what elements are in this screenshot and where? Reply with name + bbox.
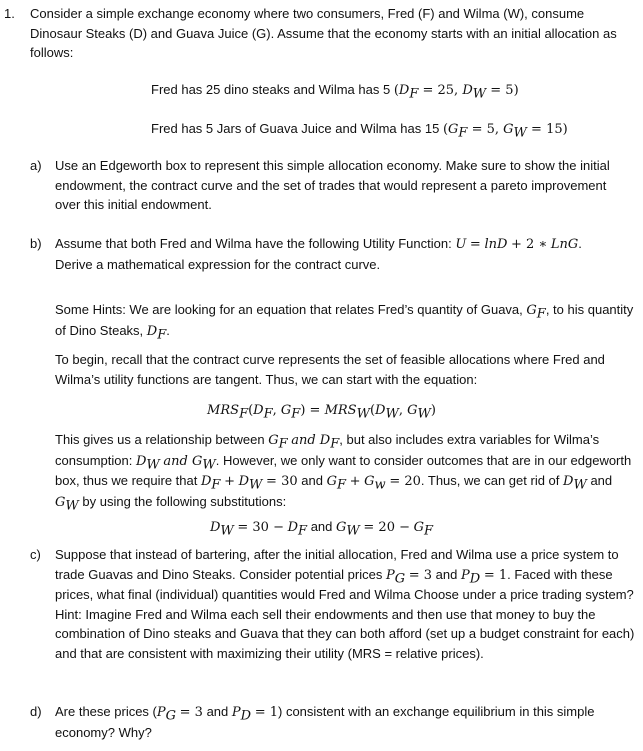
hint-intro-text-a: Some Hints: We are looking for an equation that relates Fred’s quantity of Guava,: [55, 302, 523, 317]
allocation-steaks-text: Fred has 25 dino steaks and Wilma has 5: [151, 82, 391, 97]
part-d-text-a: Are these prices (: [55, 704, 157, 719]
hint-sub-text-b: , but also includes extra variables for Wilma’s consumption:: [55, 432, 600, 468]
allocation-steaks-math: ($D_F = 25$, $D_W = 5$): [393, 83, 519, 102]
hint-substitution: This gives us a relationship between $G_F$ and $D_F$, but also includes extra variables for Wilma’s consumption: $D_W$ and $G_W$. However, we only want to consider outcomes that are in our edgeworth box, thus we require that $D_F + D_W = 30$ and $G_F + G_w = 20$. Thus, we can get rid of $D_W$ and $G_W$ by using the following substitutions:: [55, 432, 632, 514]
hint-sub-text-e: . Thus, we can get rid of: [420, 473, 560, 488]
part-b-text: Assume that both Fred and Wilma have the following Utility Function: U = lnD + 2 ∗ LnG. Derive a mathematical expression for the contract curve.: [55, 236, 582, 272]
allocation-guava-text: Fred has 5 Jars of Guava Juice and Wilma has 15: [151, 121, 440, 136]
hint-sub-text-g: by using the following substitutions:: [82, 493, 287, 509]
question-intro: Consider a simple exchange economy where two consumers, Fred (F) and Wilma (W), consume Dinosaur Steaks (D) and Guava Juice (G). Assume that the economy starts with an initial allocation as follows:: [30, 6, 617, 60]
hint-intro: Some Hints: We are looking for an equation that relates Fred’s quantity of Guava, $G_F$, to his quantity of Dino Steaks, $D_F$.: [55, 302, 634, 343]
part-a-label: a): [30, 158, 42, 173]
part-b-label: b): [30, 236, 42, 251]
question-number: 1.: [4, 6, 15, 21]
mrs-equation: $MRS_F(D_F$, $G_F) = MRS_W(D_W$, $G_W$): [207, 403, 436, 422]
part-c-text: Suppose that instead of bartering, after the initial allocation, Fred and Wilma use a price system to trade Guavas and Dino Steaks. Consider potential prices $P_G = 3$ and $P_D = 1$. Faced with these prices, what final (individual) quantities would Fred and Wilma Choose under a price trading system? Hint: Imagine Fred and Wilma each sell their endowments and then use that money to buy the combination of Dino steaks and Guava that they can both afford (set up a budget constraint for each) and that are consistent with maximizing their utility (MRS = relative prices).: [55, 547, 635, 661]
part-b-line1: Assume that both Fred and Wilma have the following Utility Function:: [55, 236, 452, 251]
part-c-text-b: and: [435, 566, 458, 582]
hint-tangency: To begin, recall that the contract curve represents the set of feasible allocations where Fred and Wilma’s utility functions are tangent. Thus, we can start with the equation:: [55, 352, 605, 387]
part-d-text: Are these prices ($P_G = 3$ and $P_D = 1$) consistent with an exchange equilibrium in this simple economy? Why?: [55, 704, 595, 740]
part-c-text-a: Suppose that instead of bartering, after the initial allocation, Fred and Wilma use a price system to trade Guavas and Dino Steaks. Consider potential prices: [55, 547, 619, 582]
hint-sub-text-f: and: [590, 473, 613, 488]
hint-sub-text-c: . However, we only want to consider outcomes that are in our edgeworth box, thus we require that: [55, 452, 632, 488]
substitution-and: and: [310, 519, 333, 534]
part-d-text-b: and: [206, 704, 229, 719]
part-d-text-c: ) consistent with an exchange equilibrium in this simple economy? Why?: [55, 704, 595, 740]
utility-function: U: [455, 237, 467, 252]
hint-sub-text-a: This gives us a relationship between: [55, 432, 265, 447]
part-a-text: Use an Edgeworth box to represent this simple allocation economy. Make sure to show the initial endowment, the contract curve and the set of trades that would represent a pareto improvement over this initial endowment.: [55, 158, 610, 212]
allocation-guava-math: ($G_F = 5$, $G_W = 15$): [442, 122, 568, 141]
part-b-line2: Derive a mathematical expression for the contract curve.: [55, 256, 381, 272]
hint-intro-text-b: , to his quantity of Dino Steaks,: [55, 302, 634, 338]
substitution-equations: $D_W = 30 - D_F$ and $G_W = 20 - G_F$: [209, 519, 434, 539]
allocation-steaks: [151, 80, 519, 101]
allocation-guava: [151, 119, 568, 140]
part-c-text-c: . Faced with these prices, what final (individual) quantities would Fred and Wilma Choose under a price trading system? Hint: Imagine Fred and Wilma each sell their endowments and then use that money to buy the combination of Dino steaks and Guava that they can both afford (set up a budget constraint for each) and that are consistent with maximizing their utility (MRS = relative prices).: [55, 566, 635, 661]
part-c-label: c): [30, 547, 41, 562]
hint-sub-text-d: and: [301, 473, 323, 488]
part-d-label: d): [30, 704, 42, 719]
